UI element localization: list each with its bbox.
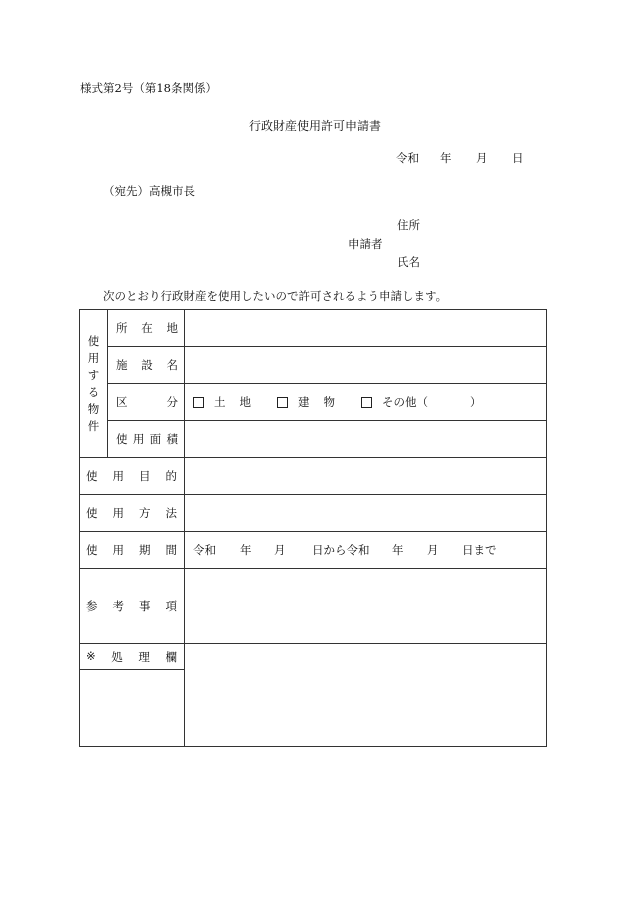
period-era-from: 令和 bbox=[193, 543, 216, 557]
category-field bbox=[185, 384, 547, 421]
period-label: 使 用 期 間 bbox=[80, 532, 185, 569]
period-month-to: 月 bbox=[427, 543, 439, 557]
processing-label: ※ 処 理 欄 bbox=[80, 644, 185, 670]
other-option-label: その他（ bbox=[382, 395, 428, 409]
location-field[interactable] bbox=[185, 310, 547, 347]
method-label: 使 用 方 法 bbox=[80, 495, 185, 532]
purpose-field[interactable] bbox=[185, 458, 547, 495]
processing-blank bbox=[80, 670, 185, 747]
period-year-to: 年 bbox=[392, 543, 404, 557]
facility-name-field[interactable] bbox=[185, 347, 547, 384]
period-day-to: 日まで bbox=[462, 543, 497, 557]
intro-text: 次のとおり行政財産を使用したいので許可されるよう申請します。 bbox=[103, 289, 448, 303]
date-line bbox=[396, 150, 524, 166]
land-option-label: 土地 bbox=[214, 395, 265, 409]
other-option-close: ） bbox=[470, 395, 482, 409]
method-field[interactable] bbox=[185, 495, 547, 532]
notes-field[interactable] bbox=[185, 569, 547, 644]
name-label: 氏名 bbox=[397, 255, 420, 269]
document-title: 行政財産使用許可申請書 bbox=[248, 119, 381, 133]
building-checkbox[interactable] bbox=[277, 397, 288, 408]
date-month: 月 bbox=[476, 151, 488, 165]
address-label: 住所 bbox=[397, 218, 420, 232]
addressee: （宛先）高槻市長 bbox=[103, 184, 195, 198]
period-month-from: 月 bbox=[274, 543, 286, 557]
date-era: 令和 bbox=[396, 151, 419, 165]
location-label: 所 在 地 bbox=[108, 310, 185, 347]
building-option-label: 建物 bbox=[298, 395, 349, 409]
date-day: 日 bbox=[512, 151, 524, 165]
area-label: 使 用 面 積 bbox=[108, 421, 185, 458]
application-table bbox=[79, 309, 547, 747]
applicant-label: 申請者 bbox=[348, 237, 383, 251]
period-field[interactable] bbox=[185, 532, 547, 569]
period-day-from: 日から令和 bbox=[312, 543, 370, 557]
facility-name-label: 施 設 名 bbox=[108, 347, 185, 384]
date-year: 年 bbox=[440, 151, 452, 165]
property-group-label bbox=[80, 310, 108, 458]
processing-field bbox=[185, 644, 547, 747]
notes-label: 参 考 事 項 bbox=[80, 569, 185, 644]
land-checkbox[interactable] bbox=[193, 397, 204, 408]
other-checkbox[interactable] bbox=[361, 397, 372, 408]
property-group-text: 使用する物件 bbox=[87, 333, 100, 433]
period-year-from: 年 bbox=[240, 543, 252, 557]
category-label: 区 分 bbox=[108, 384, 185, 421]
area-field[interactable] bbox=[185, 421, 547, 458]
form-number: 様式第2号（第18条関係） bbox=[80, 81, 217, 95]
purpose-label: 使 用 目 的 bbox=[80, 458, 185, 495]
